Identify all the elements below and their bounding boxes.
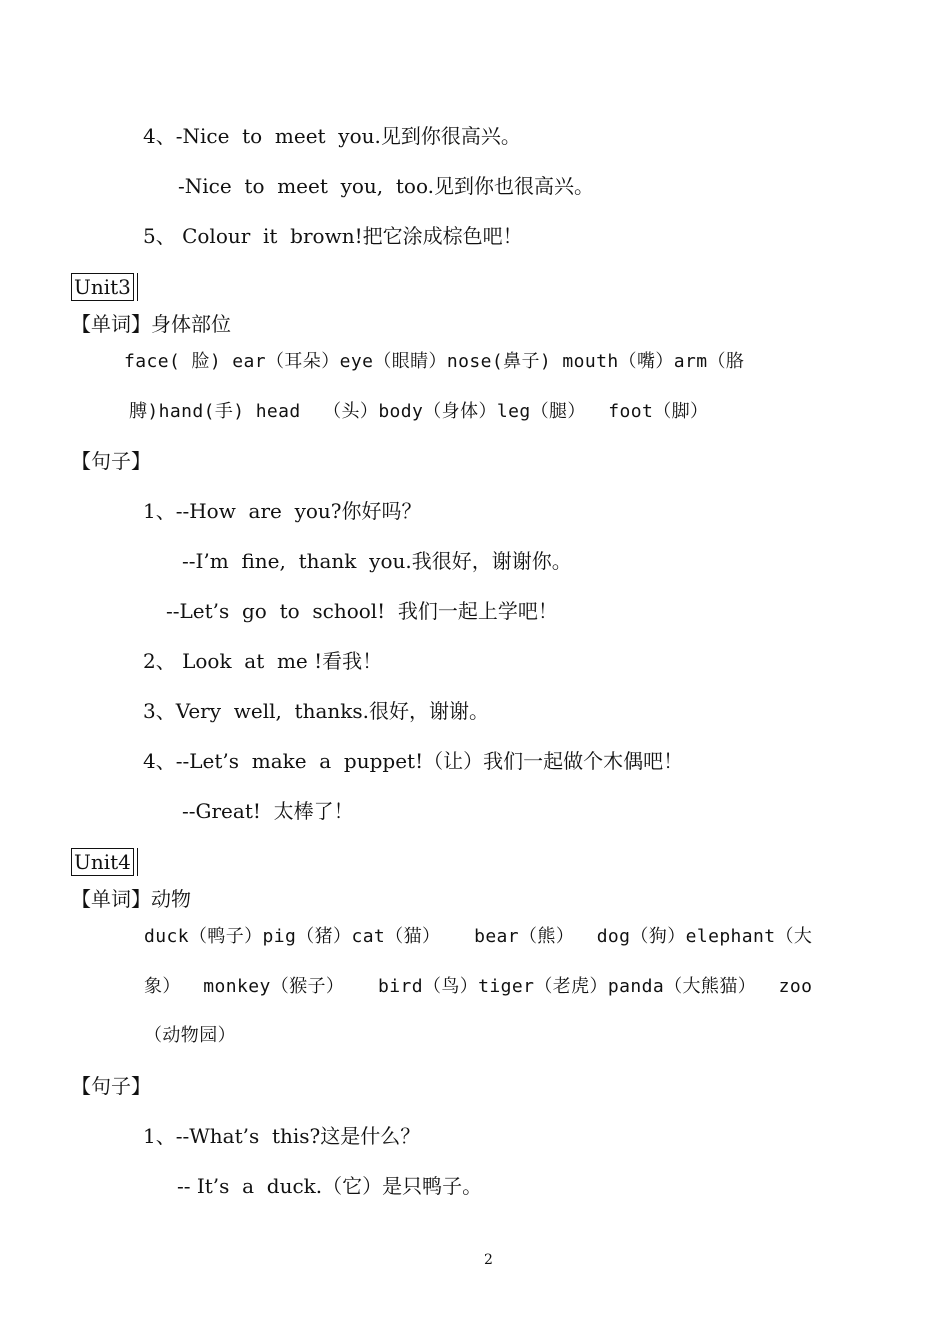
sentence-line: 3、Very well, thanks.很好，谢谢。 [143, 699, 490, 723]
sentence-line: --I’m fine, thank you.我很好，谢谢你。 [182, 549, 572, 573]
sentence-line: 4、--Let’s make a puppet!（让）我们一起做个木偶吧！ [143, 749, 684, 773]
sentence-line: 5、 Colour it brown!把它涂成棕色吧！ [143, 224, 523, 248]
sentence-line: -- It’s a duck.（它）是只鸭子。 [177, 1174, 483, 1198]
sentence-line: --Let’s go to school! 我们一起上学吧！ [166, 599, 558, 623]
vocab-line: duck（鸭子）pig（猪）cat（猫） bear（熊） dog（狗）elephant（大 [144, 926, 813, 947]
sentence-line: 2、 Look at me !看我！ [143, 649, 383, 673]
sentence-line: 1、--How are you?你好吗？ [143, 499, 422, 523]
vocab-line: 膊)hand(手) head （头）body（身体）leg（腿） foot（脚） [129, 401, 709, 422]
vocab-heading: 【单词】身体部位 [71, 312, 231, 336]
sentence-line: 1、--What’s this?这是什么？ [143, 1124, 421, 1148]
vocab-line: （动物园） [144, 1025, 236, 1046]
sentence-line: --Great! 太棒了！ [182, 799, 354, 823]
sentence-line: -Nice to meet you, too.见到你也很高兴。 [178, 174, 595, 198]
vocab-line: 象） monkey（猴子） bird（鸟）tiger（老虎）panda（大熊猫） zoo [144, 976, 813, 997]
vocab-heading: 【单词】动物 [71, 887, 191, 911]
page-number: 2 [484, 1252, 493, 1268]
unit-title: Unit4 [71, 848, 134, 876]
unit-title: Unit3 [71, 273, 134, 301]
sentence-line: 4、-Nice to meet you.见到你很高兴。 [143, 124, 521, 148]
vocab-line: face( 脸) ear（耳朵）eye（眼睛）nose(鼻子) mouth（嘴）arm（胳 [124, 351, 745, 372]
sentence-heading: 【句子】 [71, 1074, 151, 1098]
sentence-heading: 【句子】 [71, 449, 151, 473]
